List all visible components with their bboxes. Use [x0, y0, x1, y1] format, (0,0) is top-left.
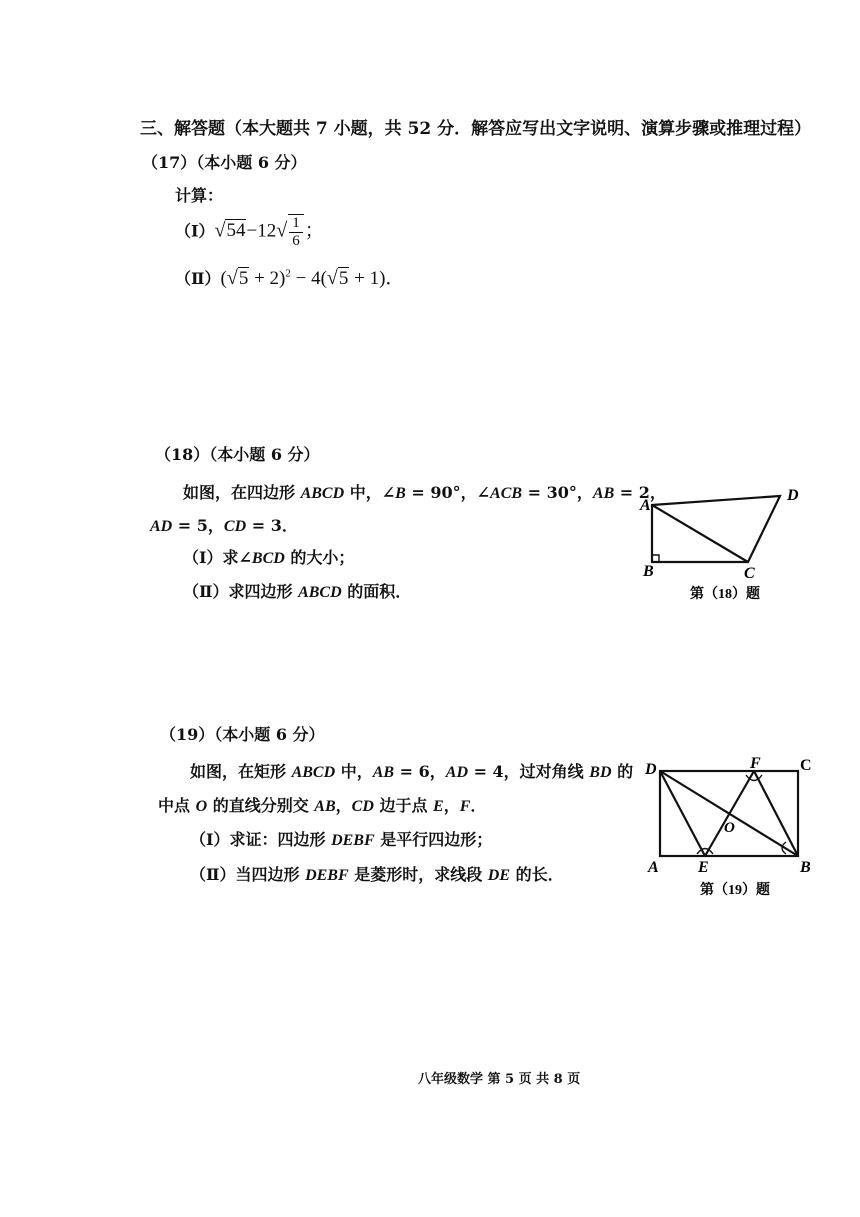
label-b: B — [800, 859, 811, 876]
text-run: 的大小； — [284, 548, 355, 567]
text-run: 边于点 — [373, 796, 434, 815]
label-b: B — [643, 563, 654, 580]
var: AD — [445, 764, 468, 781]
text-run: 中， — [335, 762, 373, 781]
q17-part1-label: （Ⅰ） — [175, 221, 215, 241]
q17-prompt: 计算： — [175, 186, 224, 205]
text-run: = 2， — [614, 483, 666, 502]
text-run: ． — [470, 796, 487, 815]
quad-abcd — [652, 496, 780, 562]
label-a: A — [648, 859, 659, 876]
var: E — [433, 798, 444, 815]
text-run: ， — [335, 796, 352, 815]
q18-figure — [630, 478, 820, 608]
var: AB — [592, 485, 615, 502]
q17-part2 — [175, 263, 404, 290]
radical-sign: √ — [326, 267, 338, 289]
segment-ef — [705, 771, 754, 856]
radical-sign: √ — [214, 219, 226, 242]
q19-line2 — [158, 793, 486, 816]
fraction-numerator: 1 — [289, 215, 303, 233]
q19-figure — [640, 750, 820, 900]
var: F — [459, 798, 471, 815]
text-run: 的直线分别交 — [207, 796, 315, 815]
text-run: = 90°，∠ — [405, 483, 491, 502]
var: CD — [223, 518, 247, 535]
q18-line2 — [150, 513, 298, 536]
text-run: 的面积． — [341, 582, 412, 601]
text-run: 如图，在矩形 — [190, 762, 292, 781]
text-run: = 6， — [394, 762, 446, 781]
q18-figure-caption: 第（18）题 — [690, 587, 760, 602]
text-run: 中点 — [158, 796, 196, 815]
var: ABCD — [291, 764, 336, 781]
text-run: = 4，过对角线 — [468, 762, 590, 781]
var: BD — [589, 764, 612, 781]
q19-figure-caption: 第（19）题 — [700, 883, 770, 898]
var: AB — [314, 798, 336, 815]
radical-sign: √ — [276, 219, 288, 242]
var: DEBF — [305, 867, 349, 884]
text-run: （Ⅰ）求∠ — [183, 548, 252, 567]
q17-part1-radicand: 54 — [226, 220, 246, 242]
text-run: （Ⅱ）求四边形 — [183, 582, 299, 601]
fraction-denominator: 6 — [292, 233, 300, 249]
var: DE — [487, 867, 511, 884]
var: CD — [351, 798, 374, 815]
var: ABCD — [298, 584, 342, 601]
q19-part2 — [190, 862, 564, 885]
text-run: 的 — [611, 762, 634, 781]
label-c: C — [744, 565, 755, 582]
q18-header: （18）（本小题 6 分） — [155, 445, 320, 464]
q17-part2-mid: + 2) — [249, 268, 286, 289]
diagonal-ac — [652, 505, 748, 562]
label-d: D — [787, 487, 799, 504]
var: DEBF — [331, 832, 375, 849]
text-run: = 3． — [246, 516, 298, 535]
q18-part1 — [183, 545, 354, 568]
label-a: A — [640, 497, 651, 514]
text-run: 是平行四边形； — [374, 830, 493, 849]
var: ACB — [490, 485, 523, 502]
q17-header: （17）（本小题 6 分） — [142, 153, 307, 172]
radical-sign: √ — [226, 267, 238, 289]
label-o: O — [724, 820, 735, 836]
label-f: F — [750, 755, 761, 772]
text-run: 如图，在四边形 — [183, 483, 301, 502]
q19-line1 — [190, 759, 633, 782]
q17-part2-radicand1: 5 — [238, 268, 249, 289]
q17-part1-end: ； — [304, 220, 324, 242]
text-run: （Ⅱ）当四边形 — [190, 865, 306, 884]
var: AD — [150, 518, 173, 535]
text-run: 是菱形时，求线段 — [348, 865, 488, 884]
q17-part2-label: （Ⅱ） — [175, 269, 221, 288]
q19-header: （19）（本小题 6 分） — [160, 725, 325, 744]
label-e: E — [698, 859, 709, 876]
q17-part1-minus: −12 — [246, 220, 277, 242]
var: O — [195, 798, 208, 815]
q17-part2-exponent: 2 — [285, 267, 291, 280]
q19-part1 — [190, 827, 492, 850]
q18-part2 — [183, 579, 411, 602]
q17-part2-end: + 1)． — [349, 268, 405, 289]
q17-part1 — [175, 214, 324, 250]
page-footer: 八年级数学 第 5 页 共 8 页 — [418, 1072, 581, 1087]
text-run: = 5， — [172, 516, 224, 535]
text-run: 中，∠ — [344, 483, 396, 502]
angle-arc-e — [697, 849, 713, 855]
text-run: = 30°， — [522, 483, 593, 502]
q17-part2-radicand2: 5 — [338, 268, 349, 289]
label-c: C — [800, 757, 812, 774]
q17-part2-mid2: − 4( — [290, 268, 327, 289]
text-run: 的长． — [510, 865, 564, 884]
var: AB — [372, 764, 395, 781]
q17-part2-open: ( — [220, 268, 227, 289]
text-run: ， — [443, 796, 460, 815]
text-run: （Ⅰ）求证：四边形 — [190, 830, 332, 849]
var: ABCD — [300, 485, 345, 502]
label-d: D — [645, 761, 657, 778]
section-title: 三、解答题（本大题共 7 小题，共 52 分．解答应写出文字说明、演算步骤或推理过程） — [140, 119, 812, 139]
q17-part1-fraction — [288, 214, 304, 250]
var: BCD — [251, 550, 285, 567]
var: B — [395, 485, 406, 502]
q18-line1 — [183, 480, 666, 503]
